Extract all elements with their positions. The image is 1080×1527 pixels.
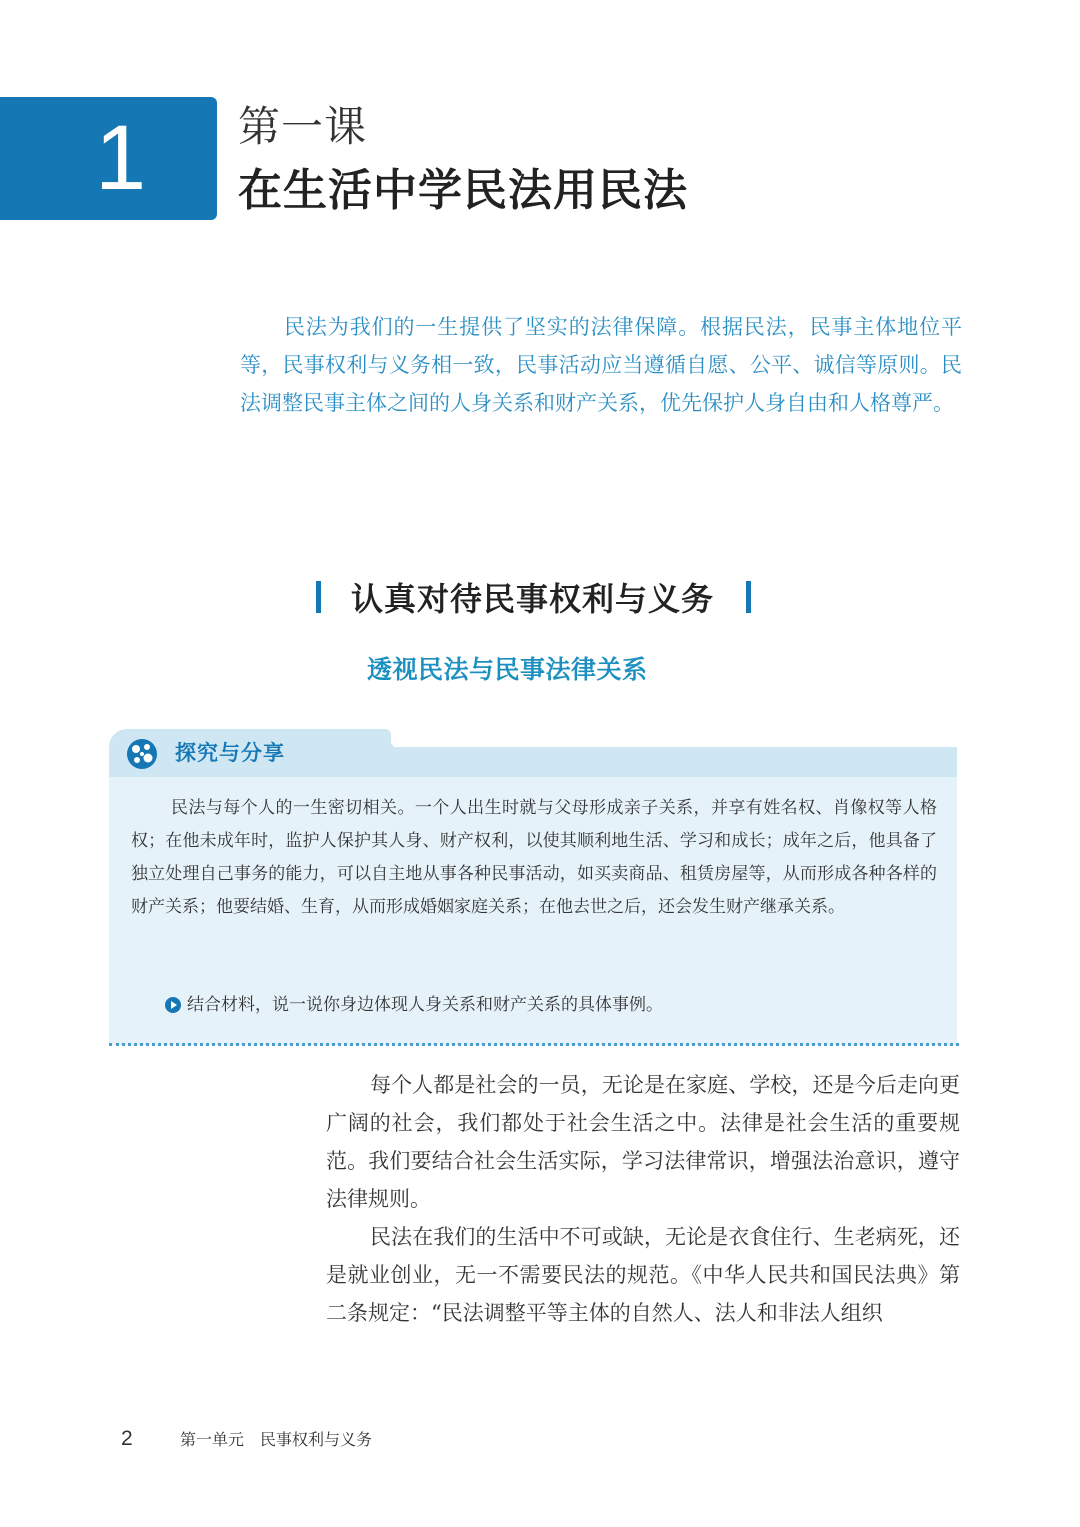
arrow-right-icon (165, 997, 181, 1013)
body-text (326, 1066, 960, 1332)
footer-unit-title: 第一单元 民事权利与义务 (180, 1430, 373, 1449)
explore-label: 探究与分享 (175, 741, 285, 765)
lesson-number: 1 (95, 107, 147, 209)
lesson-label: 第一课 (238, 102, 368, 151)
subsection-title: 透视民法与民事法律关系 (367, 655, 648, 684)
body-paragraph: 每个人都是社会的一员，无论是在家庭、学校，还是今后走向更广阔的社会，我们都处于社会生活之中。法律是社会生活的重要规范。我们要结合社会生活实际，学习法律常识，增强法治意识，遵守法律规则。 (326, 1073, 960, 1211)
explore-question (165, 991, 663, 1019)
section-heading (310, 573, 770, 621)
explore-question-text: 结合材料，说一说你身边体现人身关系和财产关系的具体事例。 (187, 995, 663, 1015)
intro-paragraph: 民法为我们的一生提供了坚实的法律保障。根据民法，民事主体地位平等，民事权利与义务相一致，民事活动应当遵循自愿、公平、诚信等原则。民法调整民事主体之间的人身关系和财产关系，优先保护人身自由和人格尊严。 (240, 315, 962, 415)
lesson-title: 在生活中学民法用民法 (238, 165, 688, 216)
dotted-divider (109, 1043, 959, 1046)
explore-text: 民法与每个人的一生密切相关。一个人出生时就与父母形成亲子关系，并享有姓名权、肖像权等人格权；在他未成年时，监护人保护其人身、财产权利，以使其顺利地生活、学习和成长；成年之后，他具备了独立处理自己事务的能力，可以自主地从事各种民事活动，如买卖商品、租赁房屋等，从而形成各种各样的财产关系；他要结婚、生育，从而形成婚姻家庭关系；在他去世之后，还会发生财产继承关系。 (131, 798, 937, 917)
explore-share-icon (125, 737, 159, 771)
explore-share-box (109, 729, 957, 1045)
section-title: 认真对待民事权利与义务 (351, 580, 715, 618)
heading-bar-right (746, 581, 751, 613)
heading-bar-left (316, 581, 321, 613)
page-number: 2 (121, 1427, 133, 1450)
body-paragraph: 民法在我们的生活中不可或缺，无论是衣食住行、生老病死，还是就业创业，无一不需要民法的规范。《中华人民共和国民法典》第二条规定：“民法调整平等主体的自然人、法人和非法人组织 (326, 1225, 960, 1325)
